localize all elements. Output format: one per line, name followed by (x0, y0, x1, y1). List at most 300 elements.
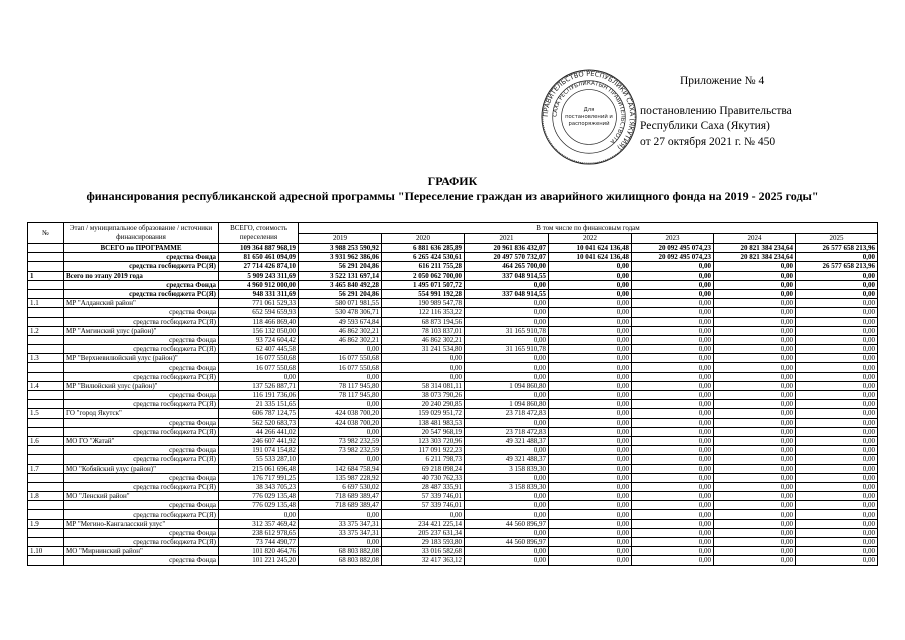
cell-total: 771 061 529,33 (219, 299, 299, 308)
cell-year-value: 0,00 (796, 381, 878, 390)
row-number (28, 244, 64, 253)
row-label: ГО "город Якутск" (64, 409, 219, 418)
row-number (28, 253, 64, 262)
cell-year-value: 0,00 (549, 427, 632, 436)
row-label: средства Фонда (64, 528, 219, 537)
cell-total: 562 520 683,73 (219, 418, 299, 427)
cell-year-value: 0,00 (714, 547, 796, 556)
cell-year-value: 0,00 (714, 455, 796, 464)
cell-year-value: 26 577 658 213,96 (796, 262, 878, 271)
cell-year-value: 0,00 (632, 400, 714, 409)
cell-year-value: 3 158 839,30 (465, 482, 549, 491)
cell-year-value: 424 038 700,20 (299, 409, 382, 418)
cell-year-value: 0,00 (714, 280, 796, 289)
cell-year-value: 0,00 (796, 326, 878, 335)
cell-year-value: 0,00 (632, 427, 714, 436)
row-label: средства госбюджета РС(Я) (64, 400, 219, 409)
cell-year-value: 20 961 836 432,07 (465, 244, 549, 253)
cell-year-value: 20 092 495 074,23 (632, 253, 714, 262)
cell-year-value: 554 991 192,28 (382, 289, 465, 298)
row-label: средства госбюджета РС(Я) (64, 262, 219, 271)
cell-year-value: 6 881 636 285,89 (382, 244, 465, 253)
row-label: средства Фонда (64, 556, 219, 565)
cell-year-value: 26 577 658 213,96 (796, 244, 878, 253)
row-number (28, 391, 64, 400)
cell-year-value: 57 339 746,01 (382, 501, 465, 510)
appendix-line-3: Республики Саха (Якутия) (640, 120, 770, 132)
cell-year-value: 0,00 (714, 510, 796, 519)
cell-year-value: 0,00 (632, 538, 714, 547)
cell-year-value: 0,00 (714, 345, 796, 354)
cell-year-value: 40 730 762,33 (382, 473, 465, 482)
cell-year-value: 0,00 (632, 308, 714, 317)
cell-year-value: 142 684 758,94 (299, 464, 382, 473)
cell-year-value: 0,00 (714, 464, 796, 473)
row-label: МР "Вилюйский улус (район)" (64, 381, 219, 390)
cell-year-value: 0,00 (299, 345, 382, 354)
cell-year-value: 0,00 (549, 528, 632, 537)
cell-year-value: 58 314 081,11 (382, 381, 465, 390)
header-num: № (28, 223, 64, 244)
row-label: средства госбюджета РС(Я) (64, 289, 219, 298)
cell-total: 776 029 135,48 (219, 501, 299, 510)
title-line-2: финансирования республиканской адресной программы "Переселение граждан из аварийного жилищного фонда на 2019 - 2025 годы" (86, 189, 819, 203)
cell-year-value: 135 987 228,92 (299, 473, 382, 482)
cell-year-value: 337 048 914,55 (465, 289, 549, 298)
cell-year-value: 0,00 (796, 345, 878, 354)
cell-year-value: 29 183 593,80 (382, 538, 465, 547)
official-seal (540, 68, 638, 166)
row-number: 1.6 (28, 436, 64, 445)
cell-year-value: 0,00 (382, 372, 465, 381)
cell-year-value: 0,00 (714, 308, 796, 317)
cell-year-value: 0,00 (632, 326, 714, 335)
cell-year-value: 0,00 (714, 409, 796, 418)
cell-year-value: 23 718 472,83 (465, 427, 549, 436)
cell-year-value: 0,00 (299, 455, 382, 464)
cell-year-value: 68 803 882,08 (299, 547, 382, 556)
cell-year-value: 0,00 (632, 354, 714, 363)
cell-year-value: 0,00 (632, 299, 714, 308)
cell-year-value: 0,00 (549, 372, 632, 381)
cell-year-value: 123 303 720,96 (382, 436, 465, 445)
cell-year-value: 0,00 (796, 354, 878, 363)
cell-year-value: 159 029 951,72 (382, 409, 465, 418)
cell-year-value: 0,00 (549, 354, 632, 363)
cell-year-value: 1 495 071 507,72 (382, 280, 465, 289)
table-row (28, 492, 878, 501)
cell-year-value: 0,00 (796, 492, 878, 501)
table-row (28, 345, 878, 354)
cell-year-value: 0,00 (465, 308, 549, 317)
row-number: 1.2 (28, 326, 64, 335)
table-row (28, 308, 878, 317)
table-row (28, 528, 878, 537)
row-label: МР "Амгинский улус (район)" (64, 326, 219, 335)
row-number (28, 501, 64, 510)
cell-year-value: 3 931 962 386,06 (299, 253, 382, 262)
row-number (28, 510, 64, 519)
cell-year-value: 0,00 (549, 326, 632, 335)
row-label: средства Фонда (64, 391, 219, 400)
cell-year-value: 1 094 860,80 (465, 381, 549, 390)
cell-year-value: 6 265 424 530,61 (382, 253, 465, 262)
row-number: 1.10 (28, 547, 64, 556)
cell-year-value: 0,00 (465, 510, 549, 519)
table-row (28, 317, 878, 326)
cell-year-value: 0,00 (714, 501, 796, 510)
cell-year-value: 0,00 (549, 538, 632, 547)
cell-total: 55 533 287,10 (219, 455, 299, 464)
cell-year-value: 0,00 (796, 299, 878, 308)
cell-year-value: 0,00 (549, 299, 632, 308)
row-number (28, 538, 64, 547)
cell-year-value: 0,00 (796, 253, 878, 262)
cell-total: 93 724 604,42 (219, 335, 299, 344)
row-number (28, 427, 64, 436)
cell-year-value: 38 073 790,26 (382, 391, 465, 400)
cell-year-value: 0,00 (549, 289, 632, 298)
cell-year-value: 0,00 (796, 455, 878, 464)
row-number (28, 482, 64, 491)
cell-year-value: 49 321 488,37 (465, 436, 549, 445)
cell-year-value: 0,00 (632, 271, 714, 280)
row-number: 1.5 (28, 409, 64, 418)
cell-year-value: 3 522 131 697,14 (299, 271, 382, 280)
table-row (28, 519, 878, 528)
row-number (28, 345, 64, 354)
cell-year-value: 0,00 (549, 409, 632, 418)
cell-total: 156 132 050,00 (219, 326, 299, 335)
header-year-2019: 2019 (299, 233, 382, 244)
cell-total: 62 407 445,58 (219, 345, 299, 354)
row-number: 1 (28, 271, 64, 280)
cell-year-value: 0,00 (796, 308, 878, 317)
cell-total: 5 909 243 311,69 (219, 271, 299, 280)
cell-year-value: 0,00 (796, 556, 878, 565)
table-row (28, 409, 878, 418)
cell-year-value: 0,00 (549, 400, 632, 409)
cell-year-value: 0,00 (796, 363, 878, 372)
cell-year-value: 33 375 347,31 (299, 519, 382, 528)
table-row (28, 436, 878, 445)
cell-year-value: 616 211 755,28 (382, 262, 465, 271)
cell-year-value: 69 218 098,24 (382, 464, 465, 473)
table-row (28, 446, 878, 455)
cell-year-value: 0,00 (632, 473, 714, 482)
row-label: средства Фонда (64, 280, 219, 289)
cell-year-value: 49 321 488,37 (465, 455, 549, 464)
cell-year-value: 0,00 (796, 317, 878, 326)
cell-year-value: 0,00 (632, 381, 714, 390)
cell-year-value: 0,00 (549, 381, 632, 390)
cell-year-value: 0,00 (465, 335, 549, 344)
row-label: средства госбюджета РС(Я) (64, 372, 219, 381)
cell-year-value: 0,00 (714, 289, 796, 298)
cell-year-value: 0,00 (549, 510, 632, 519)
cell-total: 776 029 135,48 (219, 492, 299, 501)
row-number (28, 335, 64, 344)
cell-year-value: 0,00 (796, 427, 878, 436)
row-label: средства Фонда (64, 253, 219, 262)
header-year-2025: 2025 (796, 233, 878, 244)
row-number (28, 473, 64, 482)
row-label: средства Фонда (64, 501, 219, 510)
row-number (28, 308, 64, 317)
cell-year-value: 0,00 (796, 335, 878, 344)
cell-year-value: 0,00 (796, 418, 878, 427)
table-row (28, 363, 878, 372)
cell-year-value: 0,00 (796, 446, 878, 455)
cell-year-value: 0,00 (549, 473, 632, 482)
cell-year-value: 0,00 (632, 547, 714, 556)
cell-year-value: 0,00 (714, 326, 796, 335)
cell-total: 81 650 461 094,09 (219, 253, 299, 262)
table-row (28, 391, 878, 400)
table-row (28, 455, 878, 464)
cell-year-value: 0,00 (632, 436, 714, 445)
cell-year-value: 0,00 (382, 354, 465, 363)
cell-total: 27 714 426 874,10 (219, 262, 299, 271)
cell-year-value: 20 092 495 074,23 (632, 244, 714, 253)
cell-year-value: 16 077 550,68 (299, 363, 382, 372)
table-row (28, 354, 878, 363)
cell-year-value: 0,00 (714, 492, 796, 501)
cell-year-value: 0,00 (465, 363, 549, 372)
row-number: 1.3 (28, 354, 64, 363)
cell-total: 109 364 887 968,19 (219, 244, 299, 253)
cell-year-value: 20 240 290,85 (382, 400, 465, 409)
cell-year-value: 0,00 (549, 262, 632, 271)
cell-year-value: 0,00 (796, 372, 878, 381)
cell-year-value: 73 982 232,59 (299, 436, 382, 445)
cell-year-value: 3 988 253 590,92 (299, 244, 382, 253)
cell-year-value: 6 697 530,02 (299, 482, 382, 491)
cell-year-value: 2 050 062 700,00 (382, 271, 465, 280)
row-number (28, 556, 64, 565)
cell-total: 215 061 696,48 (219, 464, 299, 473)
cell-year-value: 46 862 302,21 (382, 335, 465, 344)
cell-year-value: 337 048 914,55 (465, 271, 549, 280)
cell-year-value: 464 265 700,00 (465, 262, 549, 271)
cell-total: 0,00 (219, 510, 299, 519)
financing-table (27, 222, 878, 566)
cell-year-value: 0,00 (549, 335, 632, 344)
cell-year-value: 0,00 (465, 547, 549, 556)
cell-year-value: 0,00 (714, 271, 796, 280)
row-label: средства Фонда (64, 473, 219, 482)
cell-year-value: 44 560 896,97 (465, 538, 549, 547)
cell-year-value: 44 560 896,97 (465, 519, 549, 528)
table-row (28, 547, 878, 556)
row-number: 1.1 (28, 299, 64, 308)
cell-year-value: 73 982 232,59 (299, 446, 382, 455)
cell-year-value: 138 481 983,53 (382, 418, 465, 427)
cell-year-value: 0,00 (714, 299, 796, 308)
cell-year-value: 68 803 882,08 (299, 556, 382, 565)
cell-year-value: 0,00 (465, 280, 549, 289)
cell-year-value: 78 117 945,80 (299, 381, 382, 390)
row-label: средства Фонда (64, 335, 219, 344)
cell-year-value: 10 041 624 136,48 (549, 253, 632, 262)
row-label: средства госбюджета РС(Я) (64, 482, 219, 491)
cell-year-value: 3 465 840 492,28 (299, 280, 382, 289)
row-number (28, 400, 64, 409)
cell-year-value: 0,00 (299, 510, 382, 519)
cell-year-value: 0,00 (796, 501, 878, 510)
cell-year-value: 20 821 384 234,64 (714, 253, 796, 262)
cell-year-value: 0,00 (632, 528, 714, 537)
row-label: средства Фонда (64, 308, 219, 317)
table-row (28, 538, 878, 547)
cell-year-value: 0,00 (465, 473, 549, 482)
header-year-2021: 2021 (465, 233, 549, 244)
cell-year-value: 0,00 (714, 473, 796, 482)
cell-year-value: 0,00 (796, 400, 878, 409)
table-body (28, 244, 878, 566)
cell-year-value: 0,00 (632, 317, 714, 326)
row-label: средства Фонда (64, 446, 219, 455)
cell-year-value: 0,00 (299, 538, 382, 547)
cell-year-value: 20 821 384 234,64 (714, 244, 796, 253)
row-label: МО ГО "Жатай" (64, 436, 219, 445)
cell-year-value: 0,00 (632, 446, 714, 455)
cell-year-value: 0,00 (796, 464, 878, 473)
cell-year-value: 32 417 363,12 (382, 556, 465, 565)
cell-year-value: 122 116 353,22 (382, 308, 465, 317)
cell-year-value: 0,00 (632, 363, 714, 372)
cell-year-value: 0,00 (632, 335, 714, 344)
cell-year-value: 0,00 (465, 391, 549, 400)
table-row (28, 510, 878, 519)
seal-inner-text: САХА РЕСПУБЛИКАТЫН ПРАВИТЕЛЬСТВОТА (552, 80, 626, 145)
row-label: МР "Мегино-Кангаласский улус" (64, 519, 219, 528)
cell-year-value: 0,00 (382, 363, 465, 372)
cell-year-value: 33 016 582,68 (382, 547, 465, 556)
row-number (28, 528, 64, 537)
cell-total: 73 744 490,77 (219, 538, 299, 547)
table-row (28, 464, 878, 473)
table-row (28, 427, 878, 436)
cell-total: 246 607 441,92 (219, 436, 299, 445)
header-year-2020: 2020 (382, 233, 465, 244)
cell-year-value: 6 211 798,73 (382, 455, 465, 464)
header-year-2023: 2023 (632, 233, 714, 244)
cell-year-value: 0,00 (299, 400, 382, 409)
cell-year-value: 0,00 (465, 492, 549, 501)
cell-year-value: 0,00 (714, 418, 796, 427)
cell-year-value: 0,00 (714, 427, 796, 436)
table-row (28, 372, 878, 381)
cell-year-value: 78 117 945,80 (299, 391, 382, 400)
row-label: средства госбюджета РС(Я) (64, 345, 219, 354)
cell-year-value: 0,00 (714, 519, 796, 528)
cell-year-value: 0,00 (796, 473, 878, 482)
document-title (0, 174, 905, 204)
cell-year-value: 0,00 (796, 538, 878, 547)
table-row (28, 262, 878, 271)
cell-year-value: 0,00 (549, 556, 632, 565)
cell-year-value: 234 421 225,14 (382, 519, 465, 528)
header-year-2024: 2024 (714, 233, 796, 244)
cell-year-value: 0,00 (549, 482, 632, 491)
cell-year-value: 28 487 335,91 (382, 482, 465, 491)
cell-year-value: 3 158 839,30 (465, 464, 549, 473)
appendix-block (640, 74, 905, 150)
cell-year-value: 0,00 (632, 482, 714, 491)
cell-year-value: 1 094 860,80 (465, 400, 549, 409)
cell-total: 606 787 124,75 (219, 409, 299, 418)
cell-year-value: 190 989 547,78 (382, 299, 465, 308)
appendix-line-2: постановлению Правительства (640, 104, 792, 117)
row-label: средства госбюджета РС(Я) (64, 455, 219, 464)
table-row (28, 289, 878, 298)
cell-year-value: 0,00 (632, 391, 714, 400)
cell-year-value: 0,00 (299, 427, 382, 436)
cell-year-value: 0,00 (465, 446, 549, 455)
cell-year-value: 0,00 (465, 354, 549, 363)
cell-year-value: 0,00 (796, 519, 878, 528)
cell-year-value: 0,00 (796, 271, 878, 280)
row-label: средства госбюджета РС(Я) (64, 317, 219, 326)
row-label: средства госбюджета РС(Я) (64, 510, 219, 519)
cell-year-value: 0,00 (632, 556, 714, 565)
cell-year-value: 31 165 910,78 (465, 345, 549, 354)
cell-year-value: 0,00 (549, 317, 632, 326)
cell-total: 948 331 311,69 (219, 289, 299, 298)
row-label: средства Фонда (64, 363, 219, 372)
cell-year-value: 0,00 (549, 455, 632, 464)
appendix-line-4: от 27 октября 2021 г. № 450 (640, 135, 776, 148)
cell-total: 16 077 550,68 (219, 363, 299, 372)
table-row (28, 244, 878, 253)
table-row (28, 418, 878, 427)
cell-year-value: 205 237 631,34 (382, 528, 465, 537)
cell-total: 238 612 978,65 (219, 528, 299, 537)
seal-center-line-2: постановлений и (565, 113, 613, 120)
row-number (28, 372, 64, 381)
cell-year-value: 20 497 570 732,07 (465, 253, 549, 262)
cell-year-value: 0,00 (632, 280, 714, 289)
cell-year-value: 718 689 389,47 (299, 501, 382, 510)
row-number (28, 418, 64, 427)
row-label: средства Фонда (64, 418, 219, 427)
table-row (28, 482, 878, 491)
cell-year-value: 78 103 837,01 (382, 326, 465, 335)
cell-total: 137 526 887,71 (219, 381, 299, 390)
cell-year-value: 20 547 968,19 (382, 427, 465, 436)
row-number (28, 289, 64, 298)
cell-year-value: 0,00 (632, 464, 714, 473)
cell-year-value: 68 873 194,56 (382, 317, 465, 326)
cell-total: 0,00 (219, 372, 299, 381)
row-label: МР "Верхневилюйский улус (район)" (64, 354, 219, 363)
header-years-group: В том числе по финансовым годам (299, 223, 878, 234)
cell-year-value: 49 593 674,84 (299, 317, 382, 326)
cell-year-value: 31 241 534,80 (382, 345, 465, 354)
cell-year-value: 0,00 (465, 501, 549, 510)
cell-year-value: 0,00 (796, 547, 878, 556)
cell-year-value: 0,00 (465, 299, 549, 308)
row-number: 1.8 (28, 492, 64, 501)
cell-year-value: 0,00 (796, 482, 878, 491)
seal-center-line-3: распоряжений (568, 120, 610, 127)
cell-year-value: 0,00 (796, 436, 878, 445)
cell-year-value: 0,00 (632, 519, 714, 528)
cell-year-value: 0,00 (465, 372, 549, 381)
table-row (28, 381, 878, 390)
cell-year-value: 33 375 347,31 (299, 528, 382, 537)
